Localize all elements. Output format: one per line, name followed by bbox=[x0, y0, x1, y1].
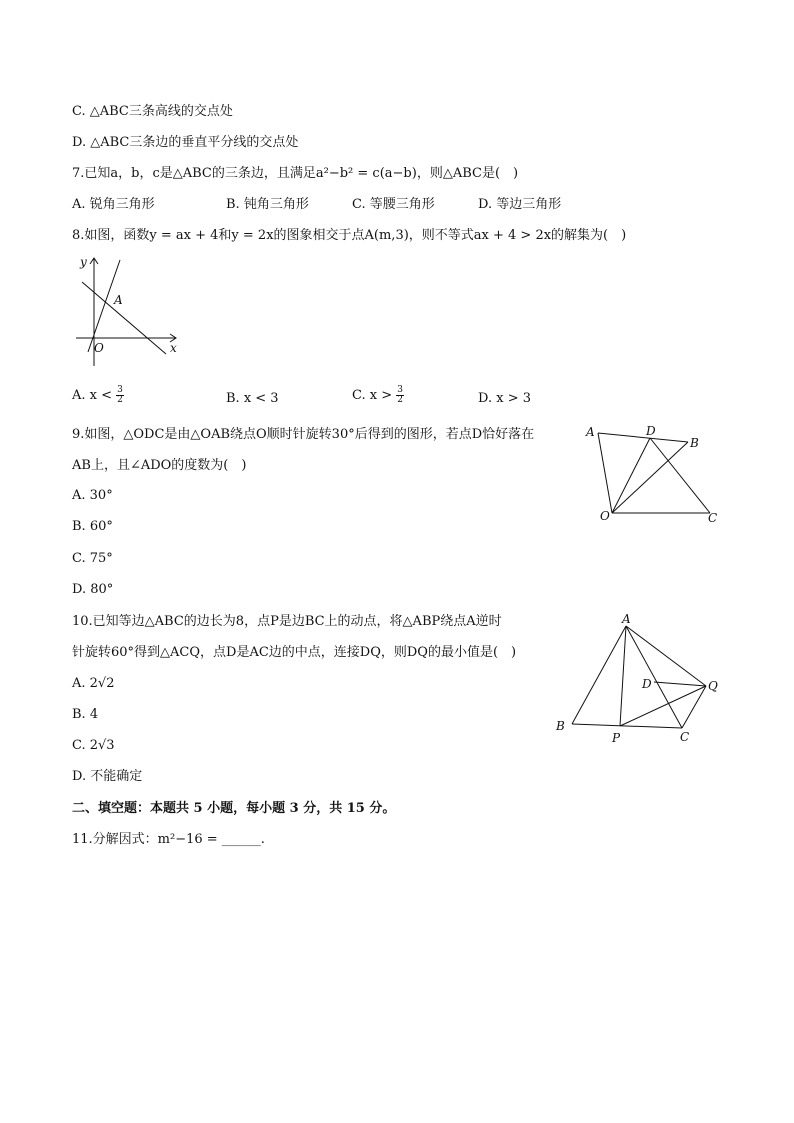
y-axis-label: y bbox=[80, 255, 87, 269]
q10-option-c: C. 2√3 bbox=[72, 738, 115, 753]
q9-stem-line-1: 9.如图，△ODC是由△OAB绕点O顺时针旋转30°后得到的图形，若点D恰好落在 bbox=[72, 427, 535, 442]
label-b: B bbox=[556, 719, 565, 733]
fraction-three-halves bbox=[396, 386, 404, 405]
label-a: A bbox=[586, 425, 595, 439]
fraction-denominator: 2 bbox=[117, 395, 123, 405]
fraction-three-halves bbox=[116, 386, 124, 405]
label-c: C bbox=[708, 511, 718, 525]
label-b: B bbox=[690, 436, 699, 450]
q10-equilateral-figure bbox=[552, 614, 732, 748]
segment-ob bbox=[612, 442, 688, 513]
fraction-numerator: 3 bbox=[397, 385, 403, 395]
q10-option-a: A. 2√2 bbox=[72, 676, 115, 691]
segment-ac bbox=[626, 626, 682, 728]
label-q: Q bbox=[708, 679, 718, 693]
q6-option-c: C. △ABC三条高线的交点处 bbox=[72, 104, 233, 119]
segment-ab bbox=[572, 626, 626, 724]
segment-od bbox=[612, 438, 650, 513]
q9-rotation-figure bbox=[580, 422, 730, 528]
q10-stem-line-1: 10.已知等边△ABC的边长为8，点P是边BC上的动点，将△ABP绕点A逆时 bbox=[72, 614, 502, 629]
x-axis-label: x bbox=[170, 341, 177, 355]
q8-option-c bbox=[352, 386, 404, 405]
q9-option-d: D. 80° bbox=[72, 582, 114, 597]
q8-option-a bbox=[72, 386, 124, 405]
segment-aq bbox=[626, 626, 706, 686]
fraction-numerator: 3 bbox=[117, 385, 123, 395]
point-a-label: A bbox=[114, 293, 123, 307]
q7-stem: 7.已知a，b，c是△ABC的三条边，且满足a²−b² = c(a−b)，则△ABC是( ) bbox=[72, 166, 519, 181]
q7-option-c: C. 等腰三角形 bbox=[352, 197, 435, 212]
origin-label: O bbox=[94, 341, 104, 355]
q10-option-b: B. 4 bbox=[72, 707, 99, 722]
q7-option-b: B. 钝角三角形 bbox=[226, 197, 309, 212]
q8-option-b: B. x < 3 bbox=[226, 391, 279, 406]
segment-dq bbox=[654, 682, 706, 686]
q10-option-d: D. 不能确定 bbox=[72, 769, 143, 784]
q6-option-d: D. △ABC三条边的垂直平分线的交点处 bbox=[72, 135, 299, 150]
section-2-heading: 二、填空题：本题共 5 小题，每小题 3 分，共 15 分。 bbox=[72, 801, 396, 816]
q9-stem-line-2: AB上，且∠ADO的度数为( ) bbox=[72, 458, 247, 473]
segment-ab bbox=[598, 433, 688, 442]
label-c: C bbox=[680, 730, 690, 744]
label-o: O bbox=[600, 509, 610, 523]
q8-stem: 8.如图，函数y = ax + 4和y = 2x的图象相交于点A(m,3)，则不等式ax + 4 > 2x的解集为( ) bbox=[72, 228, 627, 243]
segment-bc bbox=[572, 724, 682, 728]
q8-option-d: D. x > 3 bbox=[478, 391, 531, 406]
label-d: D bbox=[642, 677, 652, 691]
q10-stem-line-2: 针旋转60°得到△ACQ，点D是AC边的中点，连接DQ，则DQ的最小值是( ) bbox=[72, 645, 517, 660]
segment-ap bbox=[620, 626, 626, 726]
q7-option-a: A. 锐角三角形 bbox=[72, 197, 155, 212]
q11-stem: 11.分解因式：m²−16 = ______. bbox=[72, 832, 265, 847]
q8-option-c-prefix: C. x > bbox=[352, 388, 393, 403]
segment-pq bbox=[620, 686, 706, 726]
q9-option-a: A. 30° bbox=[72, 488, 113, 503]
fraction-denominator: 2 bbox=[397, 395, 403, 405]
label-d: D bbox=[646, 424, 656, 438]
q8-graph-figure bbox=[72, 252, 184, 372]
q8-option-a-prefix: A. x < bbox=[72, 388, 113, 403]
segment-oa bbox=[598, 433, 612, 513]
label-a: A bbox=[622, 614, 631, 626]
q9-option-c: C. 75° bbox=[72, 551, 113, 566]
q7-option-d: D. 等边三角形 bbox=[478, 197, 562, 212]
label-p: P bbox=[612, 731, 621, 745]
segment-cq bbox=[682, 686, 706, 728]
q9-option-b: B. 60° bbox=[72, 519, 113, 534]
